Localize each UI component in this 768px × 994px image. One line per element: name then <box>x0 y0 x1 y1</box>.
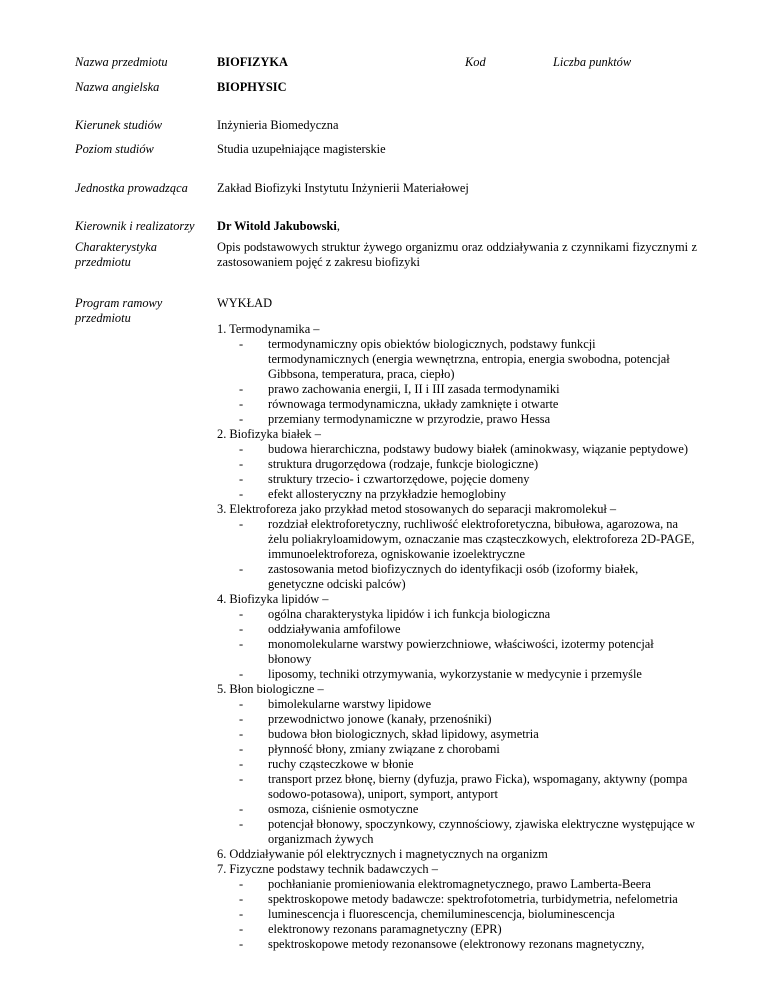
field-of-study-label: Kierunek studiów <box>75 118 163 132</box>
topic-item-text: spektroskopowe metody rezonansowe (elektronowy rezonans magnetyczny, <box>268 937 645 951</box>
topic-item-text: przewodnictwo jonowe (kanały, przenośniki) <box>268 712 492 726</box>
topic-item <box>217 772 697 802</box>
study-level-label: Poziom studiów <box>75 142 154 156</box>
topic-item-text: struktury trzecio- i czwartorzędowe, pojęcie domeny <box>268 472 530 486</box>
topic-item-text: zastosowania metod biofizycznych do identyfikacji osób (izoformy białek, genetyczne odciski palców) <box>268 562 639 591</box>
topic-item <box>217 412 697 427</box>
topic-item-text: osmoza, ciśnienie osmotyczne <box>268 802 419 816</box>
lecturer-value <box>217 219 340 234</box>
topic-title: 3. Elektroforeza jako przykład metod stosowanych do separacji makromolekuł – <box>217 502 617 516</box>
subject-name-label: Nazwa przedmiotu <box>75 55 168 69</box>
unit-value: Zakład Biofizyki Instytutu Inżynierii Materiałowej <box>217 181 469 195</box>
topic-item-text: oddziaływania amfofilowe <box>268 622 401 636</box>
topic-item-text: potencjał błonowy, spoczynkowy, czynnościowy, zjawiska elektryczne występujące w organizmach żywych <box>268 817 695 846</box>
topic-item <box>217 877 697 892</box>
topic-item-text: termodynamiczny opis obiektów biologicznych, podstawy funkcji termodynamicznych (energia wewnętrzna, entropia, energia swobodna, potencjał Gibbsona, temperatura, praca, ciepło) <box>268 337 670 381</box>
topic-item-text: prawo zachowania energii, I, II i III zasada termodynamiki <box>268 382 560 396</box>
bullet-dash: - <box>239 472 244 486</box>
bullet-dash: - <box>239 937 244 951</box>
topic-item <box>217 697 697 712</box>
characteristics-text: Opis podstawowych struktur żywego organizmu oraz oddziaływania z czynnikami fizycznymi z zastosowaniem pojęć z zakresu biofizyki <box>217 240 697 269</box>
topic-item <box>217 562 697 592</box>
bullet-dash: - <box>239 337 244 351</box>
code-label: Kod <box>465 55 486 69</box>
program-label-line2: przedmiotu <box>75 311 131 325</box>
english-name-value: BIOPHYSIC <box>217 80 287 94</box>
topic-item <box>217 667 697 682</box>
bullet-dash: - <box>239 517 244 531</box>
topic-title: 6. Oddziaływanie pól elektrycznych i magnetycznych na organizm <box>217 847 548 861</box>
topic-title: 5. Błon biologiczne – <box>217 682 324 696</box>
topic-title: 2. Biofizyka białek – <box>217 427 321 441</box>
topic-item <box>217 937 697 952</box>
topic-item-text: pochłanianie promieniowania elektromagnetycznego, prawo Lamberta-Beera <box>268 877 651 891</box>
topic-item-text: budowa hierarchiczna, podstawy budowy białek (aminokwasy, wiązanie peptydowe) <box>268 442 688 456</box>
bullet-dash: - <box>239 637 244 651</box>
topic-item <box>217 742 697 757</box>
topic-item <box>217 472 697 487</box>
topic-item-text: przemiany termodynamiczne w przyrodzie, prawo Hessa <box>268 412 551 426</box>
unit-label: Jednostka prowadząca <box>75 181 188 195</box>
topic-item <box>217 727 697 742</box>
topic-item-text: luminescencja i fluorescencja, chemiluminescencja, bioluminescencja <box>268 907 615 921</box>
topic-item <box>217 517 697 562</box>
bullet-dash: - <box>239 487 244 501</box>
bullet-dash: - <box>239 697 244 711</box>
lecturer-name: Dr Witold Jakubowski <box>217 219 337 233</box>
topic-item-text: rozdział elektroforetyczny, ruchliwość elektroforetyczna, bibułowa, agarozowa, na żelu poliakryloamidowym, oznaczanie mas cząsteczkowych, elektroforeza 2D-PAGE, immunoelektroforeza, ogniskowanie izoelektryczne <box>268 517 695 561</box>
topic-item-text: efekt allosteryczny na przykładzie hemoglobiny <box>268 487 507 501</box>
topic-item-text: płynność błony, zmiany związane z chorobami <box>268 742 500 756</box>
topic-item-text: struktura drugorzędowa (rodzaje, funkcje biologiczne) <box>268 457 539 471</box>
topic-item <box>217 637 697 667</box>
topic-item <box>217 622 697 637</box>
topic-item <box>217 442 697 457</box>
topic-title: 4. Biofizyka lipidów – <box>217 592 329 606</box>
topic-item <box>217 802 697 817</box>
bullet-dash: - <box>239 607 244 621</box>
bullet-dash: - <box>239 817 244 831</box>
bullet-dash: - <box>239 802 244 816</box>
lecturer-suffix: , <box>336 219 340 233</box>
bullet-dash: - <box>239 382 244 396</box>
topic-item-text: transport przez błonę, bierny (dyfuzja, prawo Ficka), wspomagany, aktywny (pompa sodowo-potasowa), uniport, symport, antyport <box>268 772 688 801</box>
bullet-dash: - <box>239 772 244 786</box>
topic-item-text: spektroskopowe metody badawcze: spektrofotometria, turbidymetria, nefelometria <box>268 892 678 906</box>
lecturer-label: Kierownik i realizatorzy <box>75 219 195 233</box>
topic-item <box>217 712 697 727</box>
topic-item <box>217 922 697 937</box>
points-label: Liczba punktów <box>553 55 632 69</box>
characteristics-label-line1: Charakterystyka <box>75 240 157 254</box>
topic-item-text: ogólna charakterystyka lipidów i ich funkcja biologiczna <box>268 607 551 621</box>
topic-title: 1. Termodynamika – <box>217 322 320 336</box>
bullet-dash: - <box>239 892 244 906</box>
topic-item-text: budowa błon biologicznych, skład lipidowy, asymetria <box>268 727 539 741</box>
topic-item <box>217 607 697 622</box>
english-name-label: Nazwa angielska <box>75 80 160 94</box>
subject-name-value: BIOFIZYKA <box>217 55 288 69</box>
topic-item-text: ruchy cząsteczkowe w błonie <box>268 757 414 771</box>
topic-item-text: liposomy, techniki otrzymywania, wykorzystanie w medycynie i przemyśle <box>268 667 642 681</box>
program-label-line1: Program ramowy <box>75 296 163 310</box>
topic-item <box>217 457 697 472</box>
program-section <box>217 296 697 952</box>
topic-list <box>217 322 697 952</box>
bullet-dash: - <box>239 397 244 411</box>
topic-title: 7. Fizyczne podstawy technik badawczych – <box>217 862 438 876</box>
bullet-dash: - <box>239 877 244 891</box>
bullet-dash: - <box>239 727 244 741</box>
study-level-value: Studia uzupełniające magisterskie <box>217 142 386 156</box>
bullet-dash: - <box>239 442 244 456</box>
bullet-dash: - <box>239 922 244 936</box>
lecture-heading: WYKŁAD <box>217 296 273 310</box>
topic-item <box>217 337 697 382</box>
field-of-study-value: Inżynieria Biomedyczna <box>217 118 339 132</box>
bullet-dash: - <box>239 712 244 726</box>
topic-item <box>217 817 697 847</box>
topic-item-text: monomolekularne warstwy powierzchniowe, właściwości, izotermy potencjał błonowy <box>268 637 654 666</box>
topic-item <box>217 397 697 412</box>
topic-item-text: elektronowy rezonans paramagnetyczny (EPR) <box>268 922 502 936</box>
topic-item <box>217 757 697 772</box>
topic-item <box>217 892 697 907</box>
bullet-dash: - <box>239 412 244 426</box>
bullet-dash: - <box>239 757 244 771</box>
bullet-dash: - <box>239 907 244 921</box>
topic-item-text: równowaga termodynamiczna, układy zamknięte i otwarte <box>268 397 559 411</box>
program-label <box>75 296 162 326</box>
bullet-dash: - <box>239 622 244 636</box>
bullet-dash: - <box>239 667 244 681</box>
bullet-dash: - <box>239 742 244 756</box>
bullet-dash: - <box>239 457 244 471</box>
bullet-dash: - <box>239 562 244 576</box>
topic-item-text: bimolekularne warstwy lipidowe <box>268 697 432 711</box>
topic-item <box>217 382 697 397</box>
characteristics-label-line2: przedmiotu <box>75 255 131 269</box>
topic-item <box>217 487 697 502</box>
characteristics-label <box>75 240 157 270</box>
topic-item <box>217 907 697 922</box>
